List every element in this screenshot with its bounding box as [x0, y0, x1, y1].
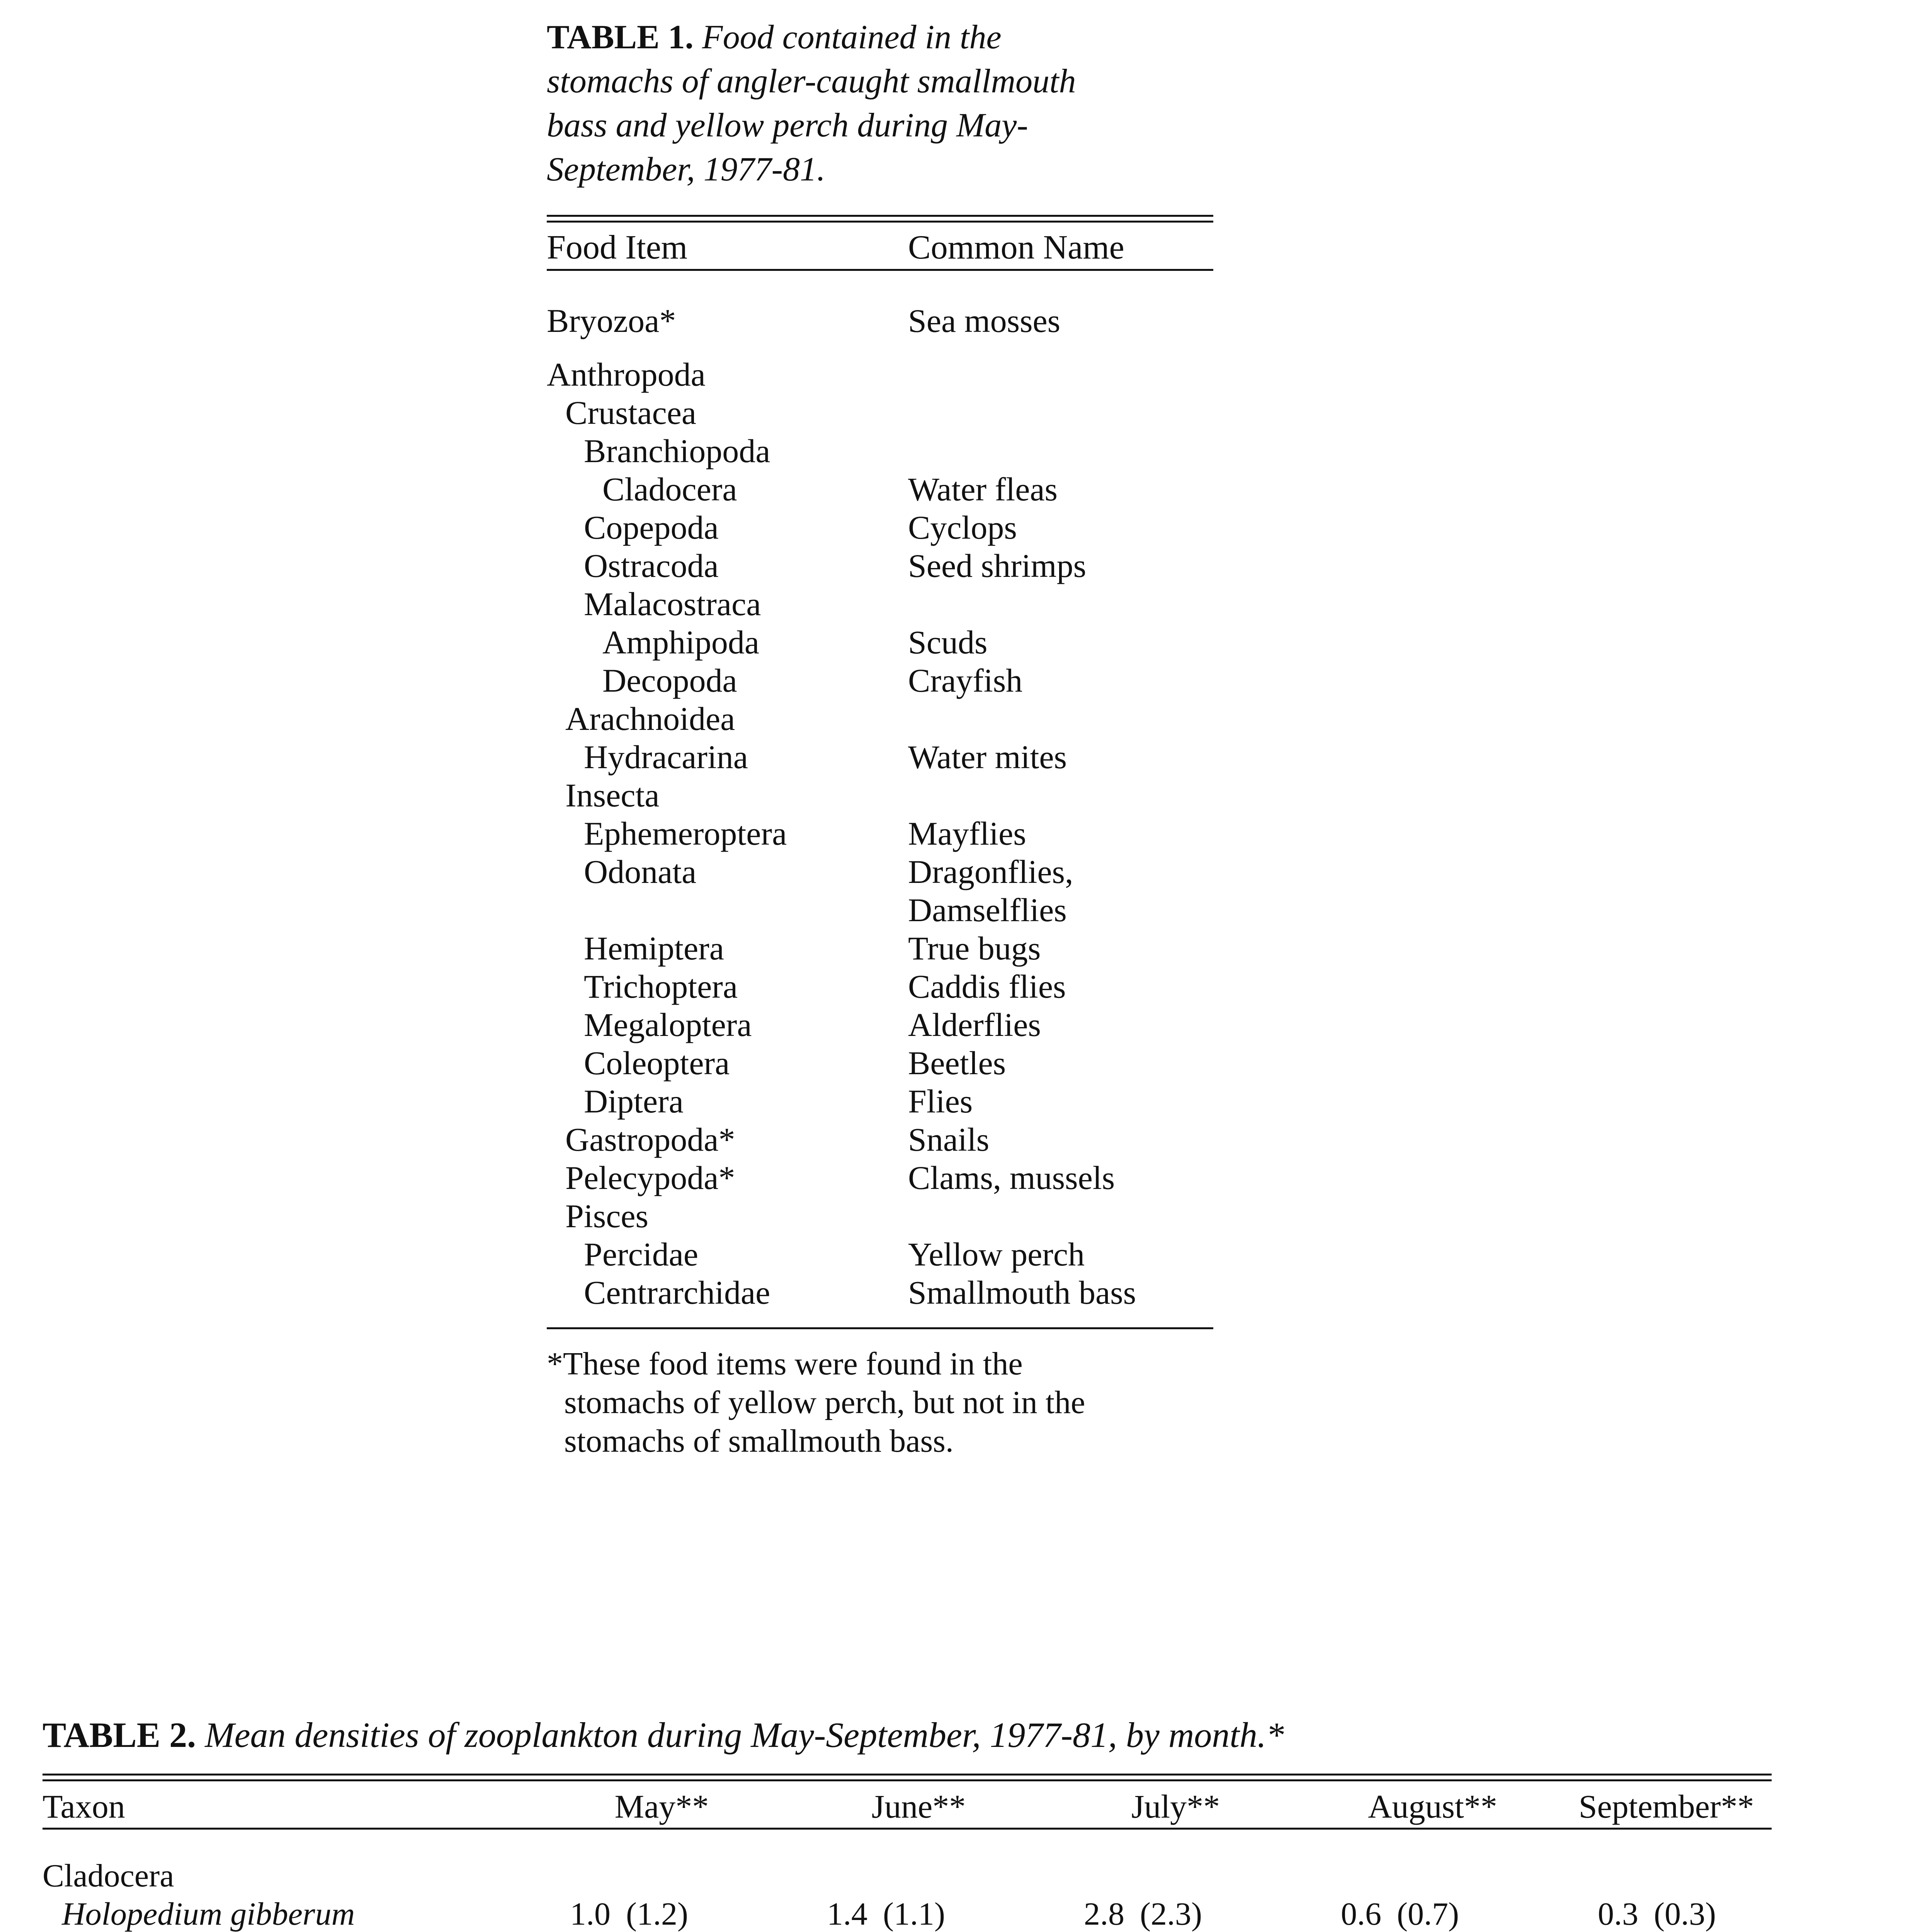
common-name — [908, 585, 1213, 623]
table-1-header-rule — [547, 269, 1213, 271]
value-cell — [1047, 1895, 1304, 1932]
food-item: Insecta — [565, 777, 660, 814]
food-item: Odonata — [584, 853, 697, 890]
food-item: Diptera — [584, 1083, 684, 1120]
footnote-line: stomachs of smallmouth bass. — [564, 1423, 954, 1459]
table-1-row — [547, 776, 1213, 815]
table-1-caption-line: bass and yellow perch during May- — [547, 107, 1028, 144]
mean-value: 2.8 — [1084, 1896, 1124, 1932]
mean-value: 0.6 — [1341, 1896, 1381, 1932]
value-cell — [790, 1895, 1047, 1932]
table-1-caption-line: Food contained in the — [702, 19, 1002, 56]
food-item: Megaloptera — [584, 1006, 752, 1043]
common-name: Scuds — [908, 624, 988, 661]
table-2-caption-text: Mean densities of zooplankton during May-September, 1977-81, by month.* — [205, 1715, 1284, 1755]
table-1-header — [547, 226, 1213, 269]
food-item — [547, 891, 908, 929]
food-item: Percidae — [584, 1236, 699, 1273]
table-2-label: TABLE 2. — [43, 1715, 196, 1755]
table-1-row — [547, 891, 1213, 929]
table-1-footnote — [547, 1345, 1213, 1461]
table-1-row — [547, 585, 1213, 623]
common-name: Sea mosses — [908, 302, 1061, 339]
food-item: Amphipoda — [602, 624, 760, 661]
value-cell — [1561, 1895, 1772, 1932]
common-name: Flies — [908, 1083, 973, 1120]
food-item: Coleoptera — [584, 1044, 730, 1082]
common-name — [908, 355, 1213, 394]
common-name: Snails — [908, 1121, 990, 1158]
table-1-bottom-rule — [547, 1327, 1213, 1329]
food-item: Hemiptera — [584, 930, 724, 967]
table-1-row — [547, 394, 1213, 432]
table-1-row — [547, 815, 1213, 853]
std-dev-value: (1.1) — [883, 1896, 945, 1932]
table-1-row — [547, 1121, 1213, 1159]
food-item: Centrarchidae — [584, 1274, 770, 1311]
table-1-caption — [547, 15, 1213, 192]
std-dev-value: (0.3) — [1654, 1896, 1716, 1932]
common-name: Mayflies — [908, 815, 1026, 852]
common-name: Smallmouth bass — [908, 1274, 1136, 1311]
table-1-row — [547, 968, 1213, 1006]
common-name: True bugs — [908, 930, 1041, 967]
table-1-row — [547, 1159, 1213, 1197]
table-1-label: TABLE 1. — [547, 19, 694, 56]
group-header-row — [43, 1857, 1772, 1895]
table-1-row — [547, 1235, 1213, 1274]
table-2-header — [43, 1785, 1772, 1828]
table-1-row — [547, 1082, 1213, 1121]
group-name: Cladocera — [43, 1858, 174, 1894]
column-header-month: July** — [1131, 1788, 1220, 1825]
common-name: Alderflies — [908, 1006, 1041, 1043]
food-item: Ephemeroptera — [584, 815, 787, 852]
table-2-header-rule — [43, 1828, 1772, 1830]
std-dev-value: (0.7) — [1397, 1896, 1459, 1932]
table-2 — [43, 1712, 1772, 1932]
common-name: Crayfish — [908, 662, 1023, 699]
food-item: Bryozoa* — [547, 302, 676, 339]
table-1-row — [547, 1197, 1213, 1235]
table-1-caption-line: stomachs of angler-caught smallmouth — [547, 63, 1076, 100]
common-name: Water fleas — [908, 471, 1058, 508]
food-item: Pelecypoda* — [565, 1159, 735, 1196]
common-name: Water mites — [908, 738, 1067, 776]
table-1-row — [547, 929, 1213, 968]
common-name — [908, 394, 1213, 432]
common-name: Caddis flies — [908, 968, 1066, 1005]
value-cell — [1304, 1895, 1561, 1932]
footnote-line: *These food items were found in the — [547, 1346, 1023, 1382]
common-name — [908, 1197, 1213, 1235]
table-1-row — [547, 1274, 1213, 1312]
food-item: Crustacea — [565, 394, 697, 431]
food-item: Malacostraca — [584, 585, 761, 622]
food-item: Hydracarina — [584, 738, 748, 776]
std-dev-value: (1.2) — [626, 1896, 688, 1932]
mean-value: 0.3 — [1598, 1896, 1638, 1932]
table-1-body — [547, 302, 1213, 1312]
table-2-row — [43, 1895, 1772, 1932]
table-1-row — [547, 470, 1213, 509]
table-1-top-rule — [547, 215, 1213, 223]
common-name — [908, 432, 1213, 470]
table-1-row — [547, 1044, 1213, 1082]
column-header-month: June** — [871, 1788, 966, 1825]
table-1-row — [547, 547, 1213, 585]
food-item: Trichoptera — [584, 968, 738, 1005]
table-1 — [547, 15, 1213, 1461]
column-header-taxon: Taxon — [43, 1788, 125, 1825]
table-1-row — [547, 662, 1213, 700]
table-2-top-rule — [43, 1774, 1772, 1781]
common-name — [908, 776, 1213, 815]
table-1-caption-line: September, 1977-81. — [547, 151, 825, 188]
food-item: Copepoda — [584, 509, 719, 546]
food-item: Arachnoidea — [565, 700, 735, 737]
food-item: Gastropoda* — [565, 1121, 735, 1158]
table-1-row — [547, 509, 1213, 547]
column-header-food-item: Food Item — [547, 229, 688, 266]
table-1-row — [547, 1006, 1213, 1044]
common-name: Beetles — [908, 1044, 1006, 1082]
column-header-month: May** — [614, 1788, 709, 1825]
common-name: Clams, mussels — [908, 1159, 1115, 1196]
food-item: Pisces — [565, 1197, 648, 1235]
table-1-row — [547, 738, 1213, 776]
mean-value: 1.4 — [827, 1896, 867, 1932]
food-item: Branchiopoda — [584, 432, 770, 469]
column-header-month: August** — [1368, 1788, 1497, 1825]
column-header-common-name: Common Name — [908, 229, 1124, 266]
common-name: Yellow perch — [908, 1236, 1085, 1273]
common-name: Dragonflies, — [908, 853, 1073, 890]
table-1-row — [547, 355, 1213, 394]
table-2-caption — [43, 1712, 1772, 1758]
table-1-row — [547, 700, 1213, 738]
table-1-row — [547, 302, 1213, 340]
food-item: Ostracoda — [584, 547, 719, 584]
food-item: Decopoda — [602, 662, 737, 699]
footnote-line: stomachs of yellow perch, but not in the — [564, 1384, 1085, 1420]
taxon-name: Holopedium gibberum — [62, 1896, 355, 1932]
table-1-row — [547, 623, 1213, 662]
std-dev-value: (2.3) — [1140, 1896, 1202, 1932]
table-2-body — [43, 1857, 1772, 1932]
table-1-row — [547, 432, 1213, 470]
value-cell — [533, 1895, 790, 1932]
common-name: Seed shrimps — [908, 547, 1087, 584]
table-1-row — [547, 853, 1213, 891]
food-item: Anthropoda — [547, 356, 706, 393]
common-name: Cyclops — [908, 509, 1017, 546]
mean-value: 1.0 — [570, 1896, 611, 1932]
column-header-month: September** — [1578, 1788, 1754, 1825]
common-name — [908, 700, 1213, 738]
taxon-cell — [43, 1895, 533, 1932]
food-item: Cladocera — [602, 471, 737, 508]
common-name: Damselflies — [908, 891, 1067, 929]
